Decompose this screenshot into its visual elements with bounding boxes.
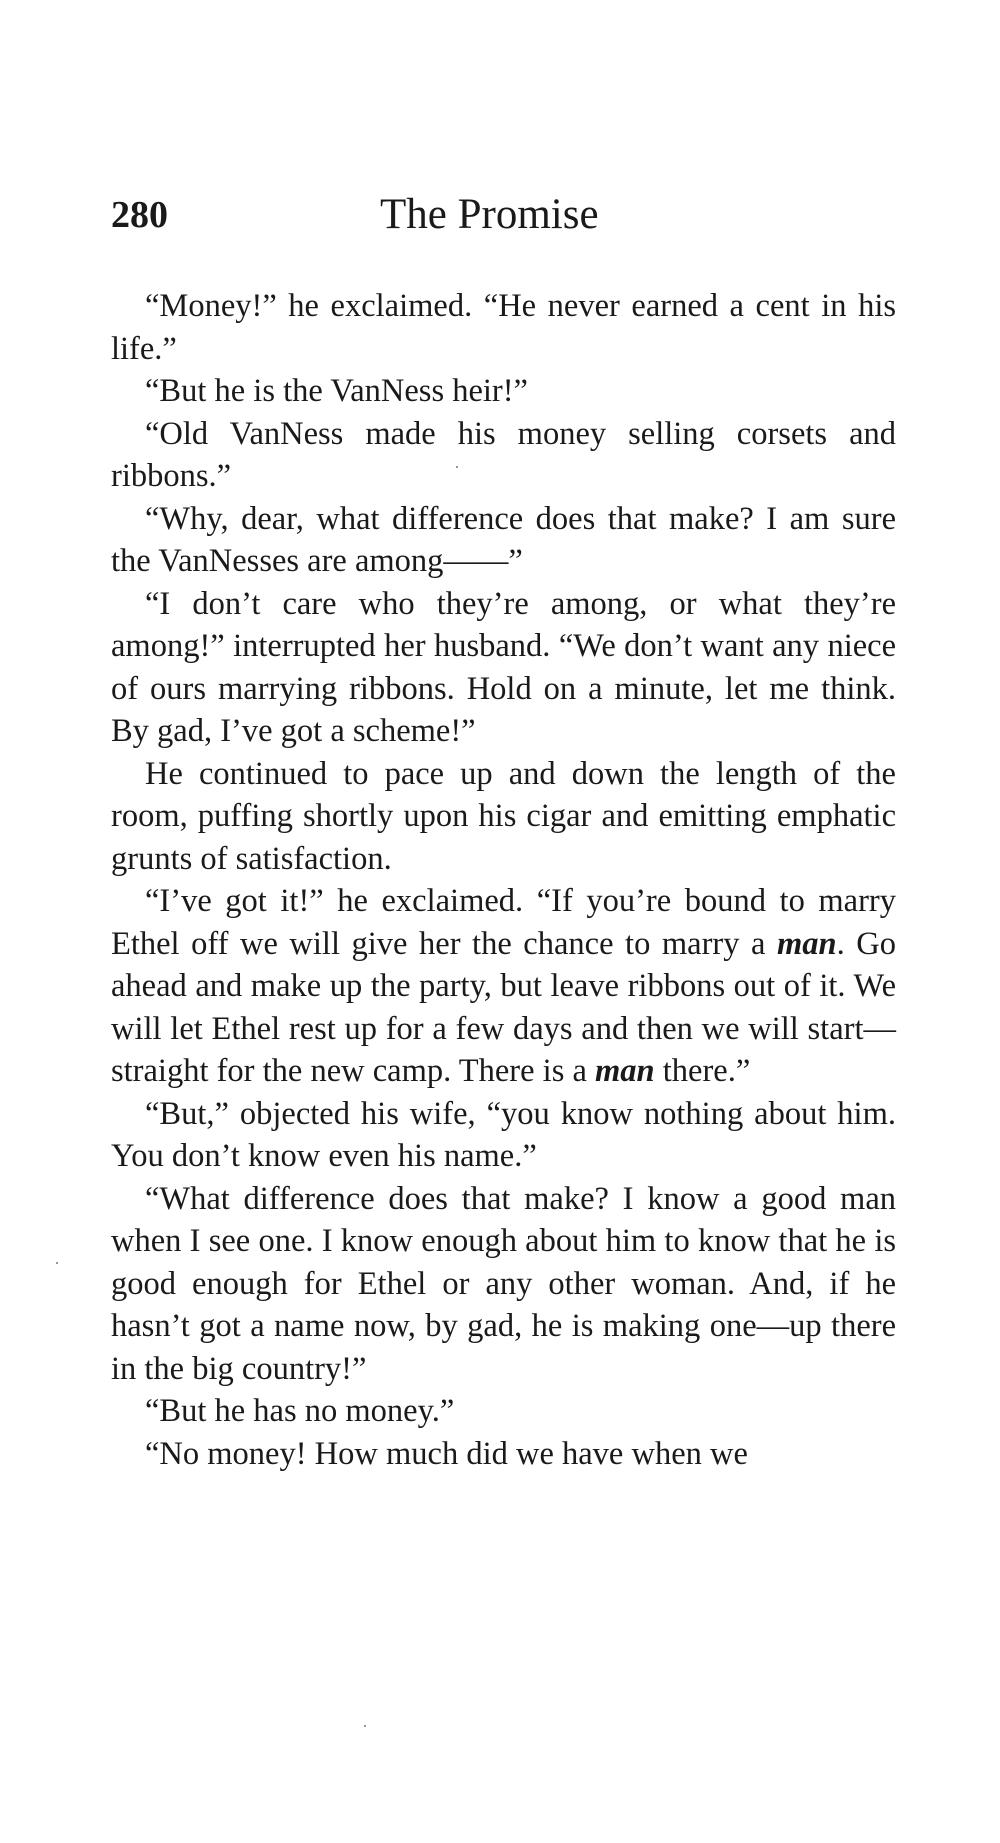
running-head <box>111 190 896 240</box>
paragraph <box>111 285 896 370</box>
running-title: The Promise <box>380 191 599 238</box>
print-speck <box>364 1725 366 1727</box>
paragraph-text: “No money! How much did we have when we <box>145 1435 748 1472</box>
paragraph-text: “Money!” he exclaimed. “He never earned a cent in his life.” <box>111 288 896 367</box>
paragraph <box>111 1433 896 1476</box>
body-text <box>111 285 896 1475</box>
paragraph <box>111 413 896 498</box>
paragraph-text: “But,” objected his wife, “you know nothing about him. You don’t know even his name.” <box>111 1095 896 1174</box>
paragraph <box>111 1178 896 1391</box>
paragraph <box>111 583 896 753</box>
paragraph <box>111 498 896 583</box>
paragraph <box>111 1390 896 1433</box>
emphasis-text: man <box>595 1053 655 1089</box>
paragraph <box>111 370 896 413</box>
paragraph-text: “But he is the VanNess heir!” <box>145 373 528 409</box>
print-speck <box>56 1262 58 1264</box>
paragraph-text: . Go ahead and make up the party, but leave ribbons out of it. We will let Ethel rest up for a few days and then we will start—straight for the new camp. There is a <box>111 925 896 1089</box>
paragraph-text: “Why, dear, what difference does that make? I am sure the VanNesses are among——” <box>111 500 896 579</box>
paragraph <box>111 753 896 881</box>
paragraph <box>111 1093 896 1178</box>
print-speck <box>456 466 458 468</box>
paragraph-text: “What difference does that make? I know a good man when I see one. I know enough about him to know that he is good enough for Ethel or any other woman. And, if he hasn’t got a name now, by gad, he is making one—up there in the big country!” <box>111 1180 896 1387</box>
paragraph-text: “Old VanNess made his money selling corsets and ribbons.” <box>111 415 896 494</box>
page-number: 280 <box>111 194 168 236</box>
paragraph-text: “I don’t care who they’re among, or what they’re among!” interrupted her husband. “We don’t want any niece of ours marrying ribbons. Hold on a minute, let me think. By gad, I’ve got a scheme!” <box>111 585 896 749</box>
paragraph <box>111 880 896 1093</box>
emphasis-text: man <box>776 925 837 962</box>
paragraph-text: He continued to pace up and down the length of the room, puffing shortly upon his cigar and emitting emphatic grunts of satisfaction. <box>111 755 896 877</box>
paragraph-text: “But he has no money.” <box>145 1393 455 1429</box>
paragraph-text: there.” <box>654 1053 751 1089</box>
paragraph-text: “I’ve got it!” he exclaimed. “If you’re bound to marry Ethel off we will give her the chance to marry a <box>111 883 896 962</box>
